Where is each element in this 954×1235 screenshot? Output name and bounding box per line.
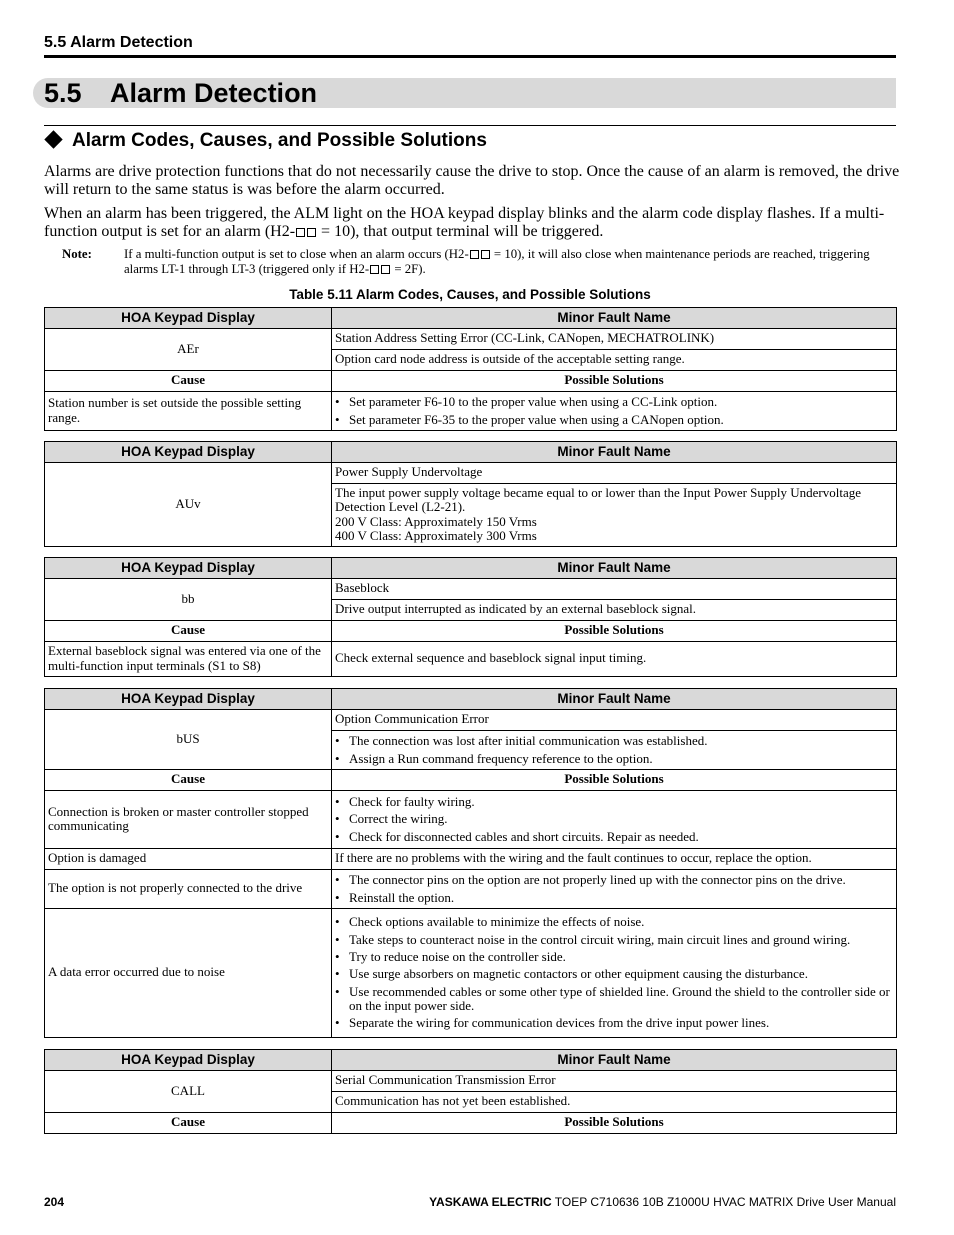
table-header-row bbox=[45, 442, 897, 463]
alarm-table-call bbox=[44, 1049, 897, 1134]
subsection-rule bbox=[44, 125, 896, 126]
para-text-b: = 10), that output terminal will be triggered. bbox=[317, 222, 604, 240]
solution-cell bbox=[332, 909, 897, 1038]
header-display: HOA Keypad Display bbox=[45, 689, 332, 710]
diamond-bullet-icon bbox=[44, 131, 62, 149]
solution-item: • Try to reduce noise on the controller side. bbox=[335, 950, 893, 964]
solution-text: If there are no problems with the wiring and the fault continues to occur, replace the option. bbox=[332, 849, 897, 870]
description-line: 400 V Class: Approximately 300 Vrms bbox=[335, 527, 537, 543]
description-item: • Assign a Run command frequency reference to the option. bbox=[335, 752, 893, 766]
cause-text: A data error occurred due to noise bbox=[45, 909, 332, 1038]
section-number: 5.5 bbox=[44, 78, 82, 108]
fault-description: Communication has not yet been established. bbox=[332, 1092, 897, 1113]
header-cause: Cause bbox=[45, 371, 332, 392]
cause-header-row bbox=[45, 371, 897, 392]
header-fault-name: Minor Fault Name bbox=[332, 442, 897, 463]
solution-item: • Check for disconnected cables and short circuits. Repair as needed. bbox=[335, 830, 893, 844]
alarm-table-bus bbox=[44, 688, 897, 1038]
placeholder-box-icon bbox=[307, 228, 316, 237]
table-row bbox=[45, 463, 897, 484]
cause-header-row bbox=[45, 1113, 897, 1134]
description-line: The input power supply voltage became equal to or lower than the Input Power Supply Undervoltage Detection Level (L2-21). bbox=[335, 484, 862, 515]
footer-doc-title: TOEP C710636 10B Z1000U HVAC MATRIX Drive User Manual bbox=[551, 1195, 896, 1209]
alarm-code: AEr bbox=[45, 329, 332, 371]
intro-paragraph: Alarms are drive protection functions that do not necessarily cause the drive to stop. Once the cause of an alarm is removed, the drive will return to the same status is was before the alarm occurred. bbox=[44, 163, 900, 198]
description-item: • The connection was lost after initial communication was established. bbox=[335, 734, 893, 748]
table-row bbox=[45, 710, 897, 731]
fault-description bbox=[332, 731, 897, 770]
table-row bbox=[45, 579, 897, 600]
alarm-code: CALL bbox=[45, 1071, 332, 1113]
header-solutions: Possible Solutions bbox=[332, 770, 897, 791]
note-text-b: = 10), it will also close when maintenance periods are reached, triggering alarms LT-1 through LT-3 (triggered only if H2- bbox=[124, 247, 870, 276]
table-row bbox=[45, 1071, 897, 1092]
note-label: Note: bbox=[62, 247, 92, 261]
fault-name: Power Supply Undervoltage bbox=[332, 463, 897, 484]
solution-item: • Use recommended cables or some other type of shielded line. Ground the shield to the controller side or on the input power side. bbox=[335, 985, 893, 1014]
placeholder-box-icon bbox=[370, 265, 379, 274]
header-solutions: Possible Solutions bbox=[332, 371, 897, 392]
placeholder-box-icon bbox=[296, 228, 305, 237]
solution-item: • Set parameter F6-35 to the proper value when using a CANopen option. bbox=[335, 413, 893, 427]
section-title-text: Alarm Detection bbox=[110, 78, 318, 108]
header-display: HOA Keypad Display bbox=[45, 308, 332, 329]
cause-header-row bbox=[45, 621, 897, 642]
table-row bbox=[45, 791, 897, 849]
table-row bbox=[45, 870, 897, 909]
solution-item: • Separate the wiring for communication devices from the drive input power lines. bbox=[335, 1016, 893, 1030]
placeholder-box-icon bbox=[381, 265, 390, 274]
solution-item: • Check for faulty wiring. bbox=[335, 795, 893, 809]
header-solutions: Possible Solutions bbox=[332, 1113, 897, 1134]
table-row bbox=[45, 849, 897, 870]
alarm-code: bb bbox=[45, 579, 332, 621]
solution-item: • Set parameter F6-10 to the proper value when using a CC-Link option. bbox=[335, 395, 893, 409]
header-display: HOA Keypad Display bbox=[45, 1050, 332, 1071]
page-number: 204 bbox=[44, 1195, 65, 1209]
table-row bbox=[45, 392, 897, 431]
cause-text: Option is damaged bbox=[45, 849, 332, 870]
alarm-output-paragraph bbox=[44, 205, 900, 240]
alarm-code: AUv bbox=[45, 463, 332, 547]
cause-text: External baseblock signal was entered via one of the multi-function input terminals (S1 to S8) bbox=[45, 642, 332, 677]
table-row bbox=[45, 642, 897, 677]
header-fault-name: Minor Fault Name bbox=[332, 1050, 897, 1071]
solution-item: • Reinstall the option. bbox=[335, 891, 893, 905]
table-row bbox=[45, 329, 897, 350]
table-caption: Table 5.11 Alarm Codes, Causes, and Possible Solutions bbox=[289, 287, 651, 302]
fault-description bbox=[332, 484, 897, 547]
table-header-row bbox=[45, 558, 897, 579]
fault-name: Option Communication Error bbox=[332, 710, 897, 731]
fault-name: Station Address Setting Error (CC-Link, CANopen, MECHATROLINK) bbox=[332, 329, 897, 350]
header-cause: Cause bbox=[45, 621, 332, 642]
note-text-c: = 2F). bbox=[391, 261, 426, 276]
subsection-title-text: Alarm Codes, Causes, and Possible Solutions bbox=[72, 130, 487, 151]
header-cause: Cause bbox=[45, 1113, 332, 1134]
solution-item: • Use surge absorbers on magnetic contactors or other equipment causing the disturbance. bbox=[335, 967, 893, 981]
placeholder-box-icon bbox=[470, 250, 479, 259]
alarm-table-aer bbox=[44, 307, 897, 431]
cause-text: Connection is broken or master controller stopped communicating bbox=[45, 791, 332, 849]
footer-title bbox=[429, 1195, 896, 1209]
table-header-row bbox=[45, 1050, 897, 1071]
solution-text: Check external sequence and baseblock signal input timing. bbox=[332, 642, 897, 677]
solution-cell bbox=[332, 870, 897, 909]
header-rule bbox=[44, 55, 896, 58]
cause-header-row bbox=[45, 770, 897, 791]
fault-name: Serial Communication Transmission Error bbox=[332, 1071, 897, 1092]
solution-item: • Correct the wiring. bbox=[335, 812, 893, 826]
fault-name: Baseblock bbox=[332, 579, 897, 600]
alarm-table-bb bbox=[44, 557, 897, 677]
solution-item: • Take steps to counteract noise in the control circuit wiring, main circuit lines and ground wiring. bbox=[335, 933, 893, 947]
header-fault-name: Minor Fault Name bbox=[332, 558, 897, 579]
header-solutions: Possible Solutions bbox=[332, 621, 897, 642]
fault-description: Option card node address is outside of the acceptable setting range. bbox=[332, 350, 897, 371]
fault-description: Drive output interrupted as indicated by an external baseblock signal. bbox=[332, 600, 897, 621]
note-text bbox=[124, 247, 902, 276]
subsection-title bbox=[44, 130, 487, 152]
solution-cell bbox=[332, 791, 897, 849]
header-fault-name: Minor Fault Name bbox=[332, 308, 897, 329]
alarm-code: bUS bbox=[45, 710, 332, 770]
solution-item: • Check options available to minimize the effects of noise. bbox=[335, 915, 893, 929]
header-display: HOA Keypad Display bbox=[45, 558, 332, 579]
description-line: 200 V Class: Approximately 150 Vrms bbox=[335, 513, 537, 529]
header-cause: Cause bbox=[45, 770, 332, 791]
para-text-a: When an alarm has been triggered, the ALM light on the HOA keypad display blinks and the alarm code display flashes. If a multi-function output is set for an alarm (H2- bbox=[44, 205, 885, 240]
solution-item: • The connector pins on the option are not properly lined up with the connector pins on the drive. bbox=[335, 873, 893, 887]
header-display: HOA Keypad Display bbox=[45, 442, 332, 463]
table-row bbox=[45, 909, 897, 1038]
alarm-table-auv bbox=[44, 441, 897, 547]
table-header-row bbox=[45, 308, 897, 329]
solution-cell bbox=[332, 392, 897, 431]
cause-text: The option is not properly connected to the drive bbox=[45, 870, 332, 909]
placeholder-box-icon bbox=[481, 250, 490, 259]
note-text-a: If a multi-function output is set to close when an alarm occurs (H2- bbox=[124, 247, 469, 261]
table-header-row bbox=[45, 689, 897, 710]
running-header: 5.5 Alarm Detection bbox=[44, 34, 193, 51]
section-title bbox=[44, 78, 317, 108]
cause-text: Station number is set outside the possible setting range. bbox=[45, 392, 332, 431]
header-fault-name: Minor Fault Name bbox=[332, 689, 897, 710]
footer-brand: YASKAWA ELECTRIC bbox=[429, 1195, 552, 1209]
